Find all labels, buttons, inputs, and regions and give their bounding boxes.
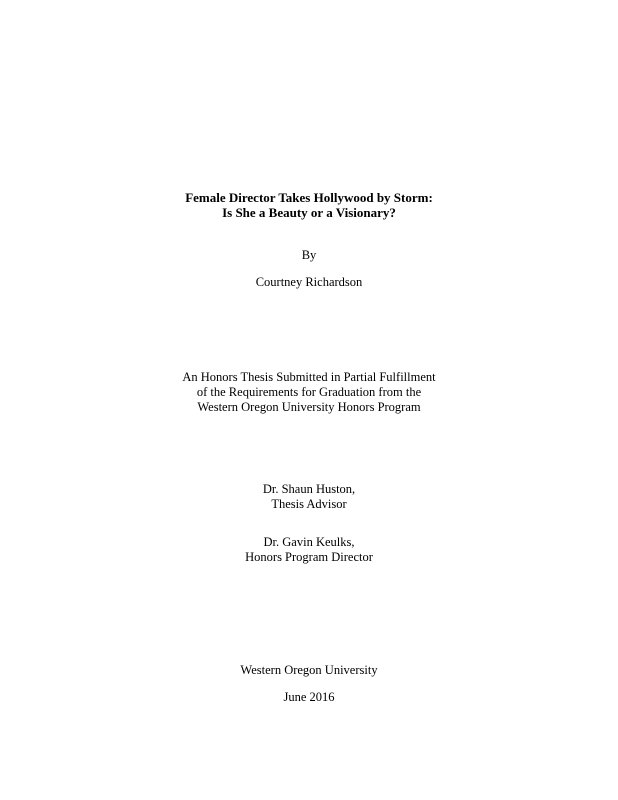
by-label: By [301,248,317,262]
author: Courtney Richardson [255,275,363,289]
statement-line-2: of the Requirements for Graduation from the [196,385,422,399]
statement-line-3: Western Oregon University Honors Program [197,400,421,414]
statement-line-1: An Honors Thesis Submitted in Partial Fulfillment [182,370,436,384]
title-line-1: Female Director Takes Hollywood by Storm: [185,190,433,205]
director-role: Honors Program Director [245,550,373,564]
date: June 2016 [283,690,335,704]
title-line-2: Is She a Beauty or a Visionary? [222,205,396,220]
director-name: Dr. Gavin Keulks, [263,535,355,549]
advisor-name: Dr. Shaun Huston, [262,482,356,496]
institution: Western Oregon University [240,663,378,677]
advisor-role: Thesis Advisor [271,497,347,511]
